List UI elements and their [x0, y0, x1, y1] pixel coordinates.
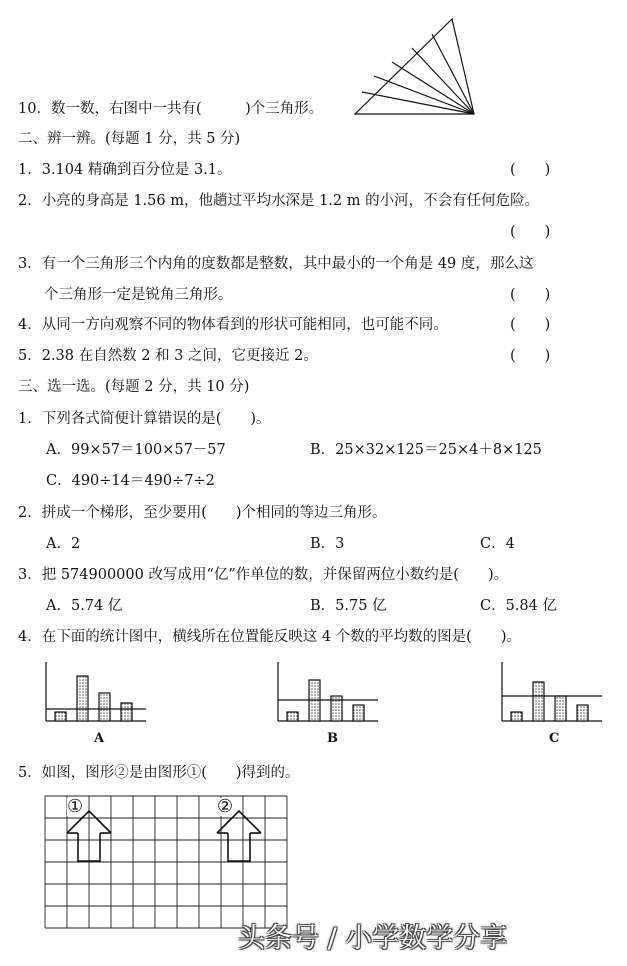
choice-option-b[interactable]: B．3 [310, 536, 345, 552]
answer-parentheses[interactable]: ( ) [510, 224, 551, 240]
choice-option-a[interactable]: A．2 [46, 536, 81, 552]
judge-question-4: 4．从同一方向观察不同的物体看到的形状可能相同，也可能不同。 [18, 317, 448, 333]
choice-option-b[interactable]: B．5.75 亿 [310, 598, 387, 614]
choice-question-2: 2．拼成一个梯形，至少要用( )个相同的等边三角形。 [18, 505, 387, 521]
judge-question-5: 5．2.38 在自然数 2 和 3 之间，它更接近 2。 [18, 348, 318, 364]
shape-label-2: ② [217, 796, 234, 817]
watermark-text: 头条号 / 小学数学分享 [238, 923, 508, 954]
choice-option-c[interactable]: C．490÷14＝490÷7÷2 [46, 473, 215, 489]
mini-bar-chart-c[interactable] [496, 658, 606, 728]
choice-question-5: 5．如图，图形②是由图形①( )得到的。 [18, 765, 300, 781]
mini-bar-chart-b[interactable] [272, 658, 382, 728]
chart-label-b: B [327, 731, 338, 746]
judge-question-2: 2．小亮的身高是 1.56 m，他趟过平均水深是 1.2 m 的小河，不会有任何危险。 [18, 193, 540, 209]
judge-question-3-line1: 3．有一个三角形三个内角的度数都是整数，其中最小的一个角是 49 度，那么这 [18, 256, 534, 272]
choice-option-a[interactable]: A．5.74 亿 [46, 598, 123, 614]
judge-question-3-line2: 个三角形一定是锐角三角形。 [44, 287, 233, 303]
choice-question-1: 1．下列各式简便计算错误的是( )。 [18, 411, 271, 427]
answer-parentheses[interactable]: ( ) [510, 162, 551, 178]
mini-bar-chart-a[interactable] [40, 658, 150, 728]
section-heading-choice: 三、选一选。(每题 2 分，共 10 分) [18, 379, 250, 395]
choice-question-3: 3．把 574900000 改写成用“亿”作单位的数，并保留两位小数约是( )。 [18, 567, 509, 583]
choice-option-b[interactable]: B．25×32×125＝25×4＋8×125 [310, 442, 542, 458]
answer-parentheses[interactable]: ( ) [510, 287, 551, 303]
choice-option-c[interactable]: C．5.84 亿 [480, 598, 557, 614]
choice-option-c[interactable]: C．4 [480, 536, 515, 552]
judge-question-1: 1．3.104 精确到百分位是 3.1。 [18, 162, 232, 178]
chart-label-a: A [94, 731, 105, 746]
question-fill-10: 10．数一数，右图中一共有( )个三角形。 [18, 101, 324, 117]
answer-parentheses[interactable]: ( ) [510, 348, 551, 364]
shape-label-1: ① [67, 796, 84, 817]
choice-question-4: 4．在下面的统计图中，横线所在位置能反映这 4 个数的平均数的图是( )。 [18, 629, 521, 645]
answer-parentheses[interactable]: ( ) [510, 317, 551, 333]
section-heading-judge: 二、辨一辨。(每题 1 分，共 5 分) [18, 131, 241, 147]
choice-option-a[interactable]: A．99×57＝100×57－57 [46, 442, 226, 458]
chart-label-c: C [549, 731, 560, 746]
